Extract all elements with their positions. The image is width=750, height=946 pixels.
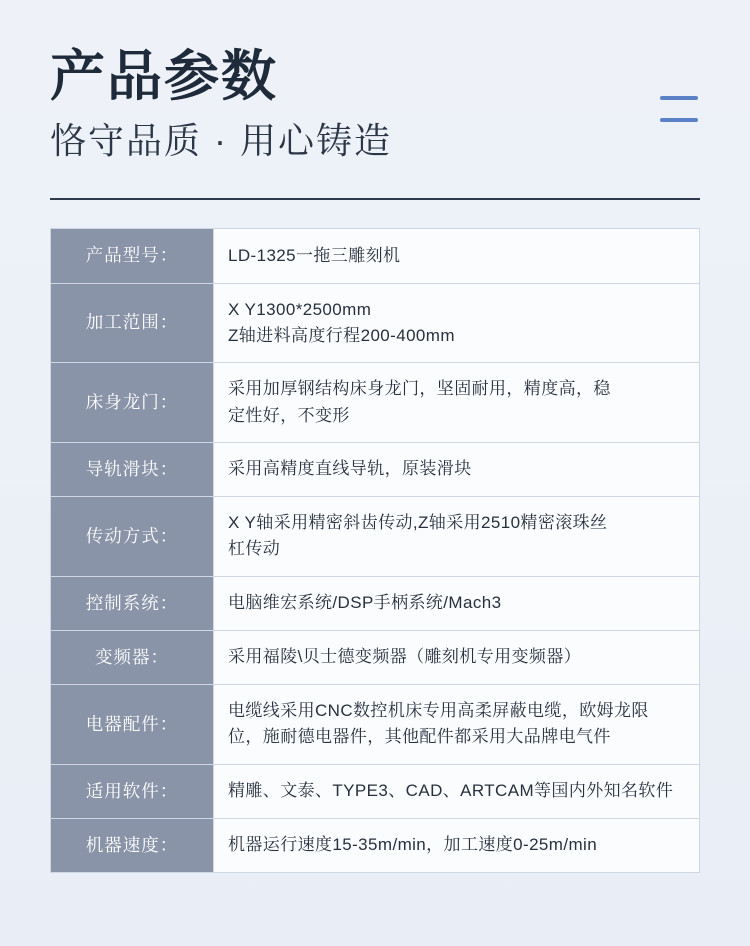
spec-value-cell [214,576,700,630]
page-header [50,0,700,164]
table-row [51,576,700,630]
spec-value-cell [214,283,700,363]
spec-value-line: 采用福陵\贝士德变频器（雕刻机专用变频器） [228,647,582,667]
spec-label-cell: 机器速度： [51,818,214,872]
spec-value-line: 采用加厚钢结构床身龙门，坚固耐用，精度高，稳 [228,379,611,399]
spec-label-cell: 控制系统： [51,576,214,630]
table-row [51,684,700,764]
header-divider [50,198,700,200]
table-row [51,229,700,283]
spec-value-line: LD-1325一拖三雕刻机 [228,245,401,265]
spec-value-line: 机器运行速度15-35m/min，加工速度0-25m/min [228,835,598,855]
spec-value-cell [214,229,700,283]
table-row [51,630,700,684]
table-row [51,363,700,443]
spec-value-line: X Y1300*2500mm [228,299,372,319]
spec-label-cell: 适用软件： [51,764,214,818]
spec-value-cell [214,818,700,872]
spec-value-cell [214,363,700,443]
spec-value-line: 电脑维宏系统/DSP手柄系统/Mach3 [228,593,502,613]
table-row [51,764,700,818]
spec-value-cell [214,442,700,496]
table-row [51,497,700,577]
hamburger-menu-icon[interactable] [660,96,698,122]
spec-value-line: 位，施耐德电器件，其他配件都采用大品牌电气件 [228,727,611,747]
spec-label-cell: 产品型号： [51,229,214,283]
spec-value-line: 采用高精度直线导轨，原装滑块 [228,459,472,479]
page-title: 产品参数 [50,45,279,107]
spec-label-cell: 床身龙门： [51,363,214,443]
spec-label-cell: 加工范围： [51,283,214,363]
table-row [51,442,700,496]
spec-table-body [51,229,700,873]
spec-value-line: X Y轴采用精密斜齿传动,Z轴采用2510精密滚珠丝 [228,513,608,533]
menu-icon-bar-2 [660,118,698,122]
spec-value-cell [214,764,700,818]
spec-value-line: 电缆线采用CNC数控机床专用高柔屏蔽电缆，欧姆龙限 [228,700,649,720]
table-row [51,818,700,872]
spec-label-cell: 传动方式： [51,497,214,577]
spec-value-cell [214,684,700,764]
spec-value-line: 定性好，不变形 [228,405,350,425]
spec-label-cell: 电器配件： [51,684,214,764]
spec-value-line: 精雕、文泰、TYPE3、CAD、ARTCAM等国内外知名软件 [228,781,674,801]
table-row [51,283,700,363]
menu-icon-bar-1 [660,96,698,100]
spec-label-cell: 导轨滑块： [51,442,214,496]
spec-value-cell [214,630,700,684]
spec-value-cell [214,497,700,577]
spec-value-line: Z轴进料高度行程200-400mm [228,325,455,345]
spec-label-cell: 变频器： [51,630,214,684]
spec-value-line: 杠传动 [228,539,281,559]
spec-table [50,228,700,873]
page-subtitle: 恪守品质 · 用心铸造 [50,119,392,161]
